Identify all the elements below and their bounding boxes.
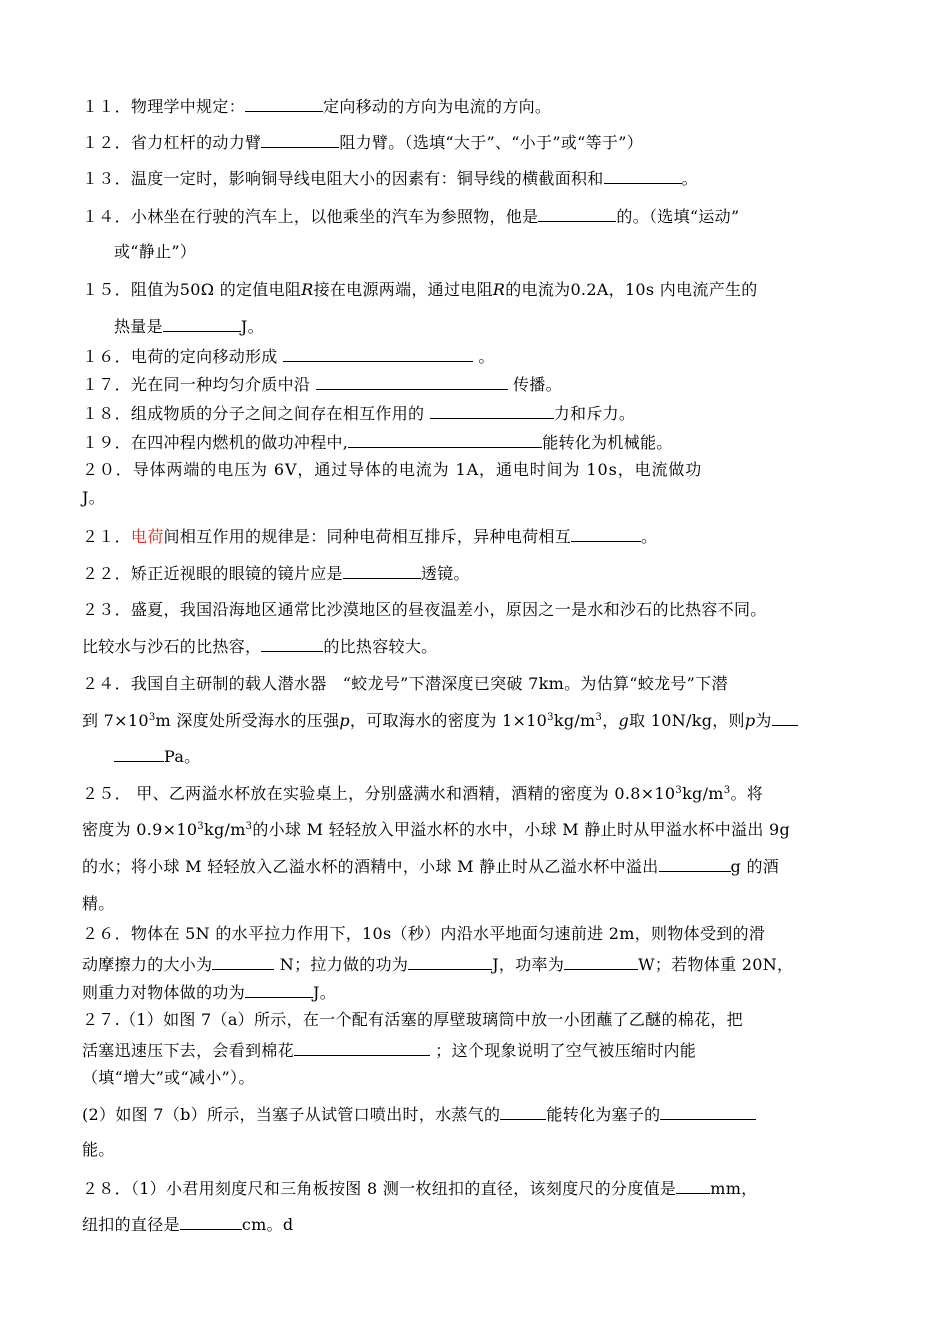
- question-11: １１．物理学中规定： 定向移动的方向为电流的方向。: [82, 94, 551, 119]
- question-18: １８．组成物质的分子之间之间存在相互作用的 力和斥力。: [82, 401, 635, 426]
- answer-blank[interactable]: [772, 708, 798, 726]
- answer-blank[interactable]: [500, 1102, 546, 1120]
- question-26-cont2: 则重力对物体做的功为 J。: [82, 980, 336, 1005]
- question-19: １９．在四冲程内燃机的做功冲程中, 能转化为机械能。: [82, 430, 673, 455]
- question-26-cont: 动摩擦力的大小为 N；拉力做的功为 J，功率为 W；若物体重 20N，: [82, 952, 793, 977]
- question-15: １５．阻值为50Ω 的定值电阻R接在电源两端，通过电阻R的电流为0.2A，10s 内电流产生的: [82, 280, 758, 299]
- question-23-cont: 比较水与沙石的比热容， 的比热容较大。: [82, 634, 437, 659]
- question-24-cont2: Pa。: [114, 744, 201, 769]
- answer-blank[interactable]: [261, 130, 339, 148]
- question-24-cont: 到 $7\times 10^3m$ 深度处所受海水的压强p，可取海水的密度为 $1\times 10^3kg/m^3$，g取 10N/kg，则p为: [82, 708, 798, 733]
- question-15-cont: 热量是 J。: [114, 314, 264, 339]
- answer-blank[interactable]: [659, 854, 731, 872]
- answer-blank[interactable]: [212, 952, 274, 970]
- answer-blank[interactable]: [245, 94, 323, 112]
- question-24: ２４．我国自主研制的载人潜水器 “蛟龙号”下潜深度已突破 7km。为估算“蛟龙号”下潜: [82, 674, 728, 693]
- answer-blank[interactable]: [538, 204, 616, 222]
- question-28-cont: 纽扣的直径是 cm。d: [82, 1212, 293, 1237]
- question-28: ２８．（1）小君用刻度尺和三角板按图 8 测一枚纽扣的直径，该刻度尺的分度值是 mm，: [82, 1176, 757, 1201]
- answer-blank[interactable]: [348, 430, 542, 448]
- question-27-cont2: （填“增大”或“减小”）。: [82, 1068, 255, 1087]
- answer-blank[interactable]: [676, 1176, 710, 1194]
- question-27-part2: (2）如图 7（b）所示，当塞子从试管口喷出时，水蒸气的 能转化为塞子的: [82, 1102, 756, 1127]
- answer-blank[interactable]: [604, 166, 682, 184]
- answer-blank[interactable]: [430, 401, 554, 419]
- question-22: ２２．矫正近视眼的眼镜的镜片应是 透镜。: [82, 561, 470, 586]
- answer-blank[interactable]: [283, 344, 473, 362]
- answer-blank[interactable]: [180, 1212, 242, 1230]
- question-23: ２３．盛夏，我国沿海地区通常比沙漠地区的昼夜温差小，原因之一是水和沙石的比热容不同。: [82, 600, 767, 619]
- question-17: １７．光在同一种均匀介质中沿 传播。: [82, 372, 562, 397]
- answer-blank[interactable]: [316, 372, 508, 390]
- question-20: ２０．导体两端的电压为 6V，通过导体的电流为 1A，通电时间为 10s，电流做功: [82, 460, 703, 479]
- answer-blank[interactable]: [245, 980, 313, 998]
- question-27-part2-cont: 能。: [82, 1140, 115, 1159]
- answer-blank[interactable]: [660, 1102, 756, 1120]
- question-16: １６．电荷的定向移动形成 。: [82, 344, 495, 369]
- answer-blank[interactable]: [261, 634, 323, 652]
- answer-blank[interactable]: [294, 1038, 430, 1056]
- question-25-cont3: 精。: [82, 894, 115, 913]
- question-27: ２７.（1）如图 7（a）所示，在一个配有活塞的厚壁玻璃筒中放一小团蘸了乙醚的棉花，把: [82, 1010, 743, 1029]
- question-14: １４．小林坐在行驶的汽车上，以他乘坐的汽车为参照物，他是 的。（选填“运动”: [82, 204, 739, 229]
- answer-blank[interactable]: [114, 744, 164, 762]
- question-13: １３．温度一定时，影响铜导线电阻大小的因素有：铜导线的横截面积和 。: [82, 166, 698, 191]
- answer-blank[interactable]: [408, 952, 492, 970]
- question-12: １２．省力杠杆的动力臂 阻力臂。（选填“大于”、“小于”或“等于”）: [82, 130, 643, 155]
- question-21: ２１．电荷间相互作用的规律是：同种电荷相互排斥，异种电荷相互 。: [82, 524, 657, 549]
- question-25: ２５． 甲、乙两溢水杯放在实验桌上，分别盛满水和酒精，酒精的密度为 $0.8\times 10^3kg/m^3$。将: [82, 784, 764, 803]
- question-14-cont: 或“静止”）: [114, 242, 197, 261]
- answer-blank[interactable]: [564, 952, 638, 970]
- question-25-cont: 密度为 $0.9\times 10^3kg/m^3$的小球 M 轻轻放入甲溢水杯的水中，小球 M 静止时从甲溢水杯中溢出 9g: [82, 820, 791, 839]
- question-20-cont: J。: [82, 488, 106, 507]
- question-26: ２６．物体在 5N 的水平拉力作用下，10s（秒）内沿水平地面匀速前进 2m，则物体受到的滑: [82, 924, 766, 943]
- question-25-cont2: 的水；将小球 M 轻轻放入乙溢水杯的酒精中，小球 M 静止时从乙溢水杯中溢出 g 的酒: [82, 854, 779, 879]
- answer-blank[interactable]: [163, 314, 241, 332]
- question-27-cont: 活塞迅速压下去，会看到棉花 ；这个现象说明了空气被压缩时内能: [82, 1038, 696, 1063]
- answer-blank[interactable]: [343, 561, 421, 579]
- answer-blank[interactable]: [571, 524, 641, 542]
